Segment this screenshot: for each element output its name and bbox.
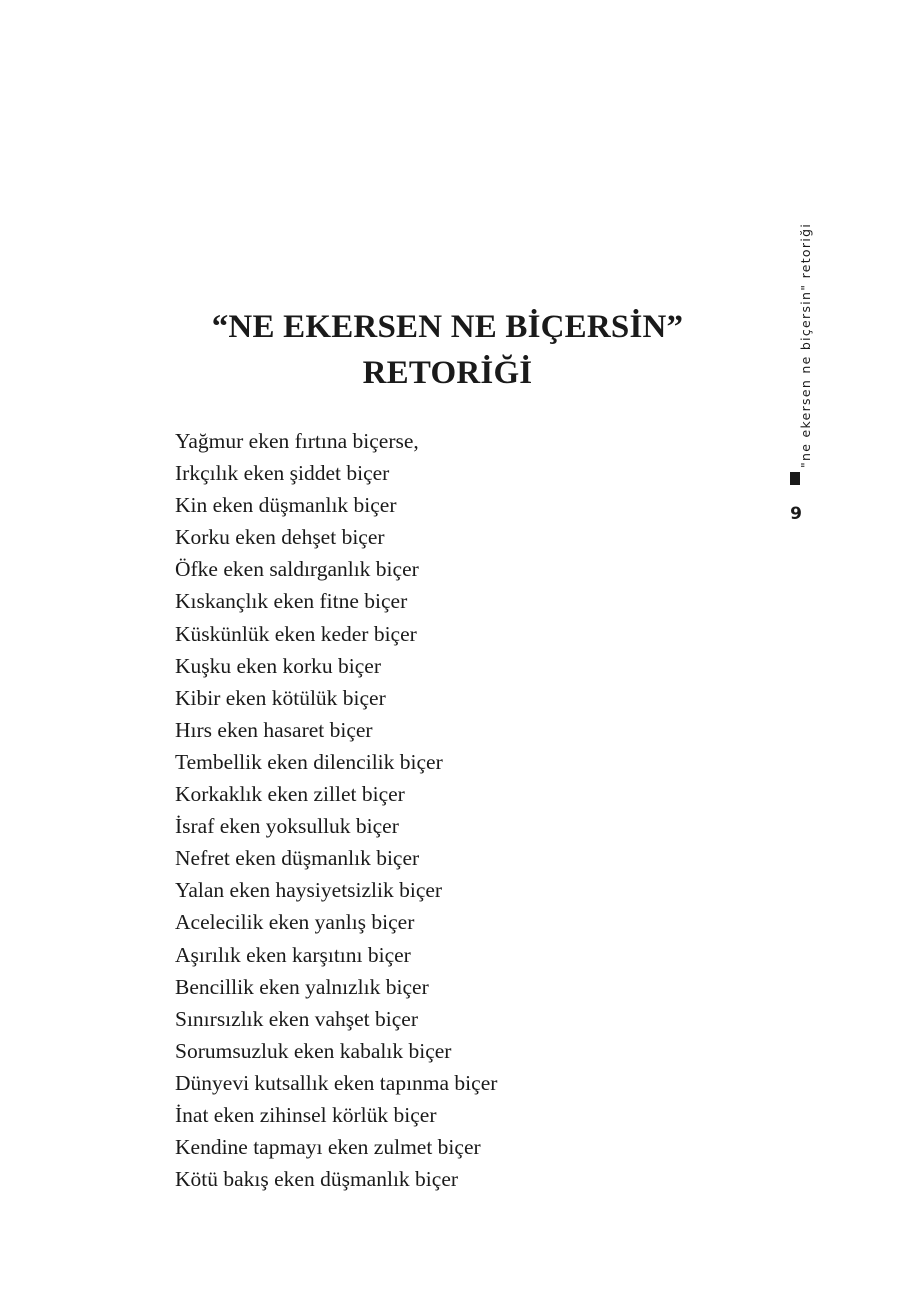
chapter-title-line-2: RETORİĞİ: [362, 355, 533, 391]
poem-line: Kendine tapmayı eken zulmet biçer: [175, 1135, 481, 1160]
poem-line: İsraf eken yoksulluk biçer: [175, 814, 399, 839]
poem-line: Acelecilik eken yanlış biçer: [175, 910, 415, 935]
poem-line: Yağmur eken fırtına biçerse,: [175, 429, 419, 453]
chapter-title-line-1: “NE EKERSEN NE BİÇERSİN”: [211, 309, 684, 345]
poem-line: Kıskançlık eken fitne biçer: [175, 589, 408, 614]
poem-line: Öfke eken saldırganlık biçer: [175, 557, 419, 582]
poem: [175, 425, 497, 1195]
poem-line: Sınırsızlık eken vahşet biçer: [175, 1006, 418, 1031]
poem-line: Küskünlük eken keder biçer: [175, 621, 417, 646]
poem-line: İnat eken zihinsel körlük biçer: [175, 1102, 437, 1127]
running-head-text: "ne ekersen ne biçersin" retoriği: [798, 222, 813, 468]
poem-line: Aşırılık eken karşıtını biçer: [175, 942, 411, 967]
chapter-title: [175, 304, 720, 396]
poem-line: Hırs eken hasaret biçer: [175, 717, 373, 742]
poem-line: Yalan eken haysiyetsizlik biçer: [175, 878, 443, 903]
poem-line: Korkaklık eken zillet biçer: [175, 782, 405, 807]
poem-line: Irkçılık eken şiddet biçer: [175, 461, 390, 486]
poem-line: Kötü bakış eken düşmanlık biçer: [175, 1167, 459, 1192]
page-number: 9: [790, 504, 802, 524]
poem-line: Kuşku eken korku biçer: [175, 653, 381, 678]
poem-line: Dünyevi kutsallık eken tapınma biçer: [175, 1070, 498, 1095]
poem-line: Kin eken düşmanlık biçer: [175, 493, 397, 518]
poem-line: Nefret eken düşmanlık biçer: [175, 846, 420, 871]
poem-line: Tembellik eken dilencilik biçer: [175, 749, 443, 774]
poem-line: Bencillik eken yalnızlık biçer: [175, 974, 429, 999]
poem-line: Korku eken dehşet biçer: [175, 525, 385, 550]
poem-line: Kibir eken kötülük biçer: [175, 685, 386, 710]
running-head-marker: [790, 472, 800, 485]
poem-line: Sorumsuzluk eken kabalık biçer: [175, 1038, 452, 1063]
running-head: [796, 222, 816, 468]
